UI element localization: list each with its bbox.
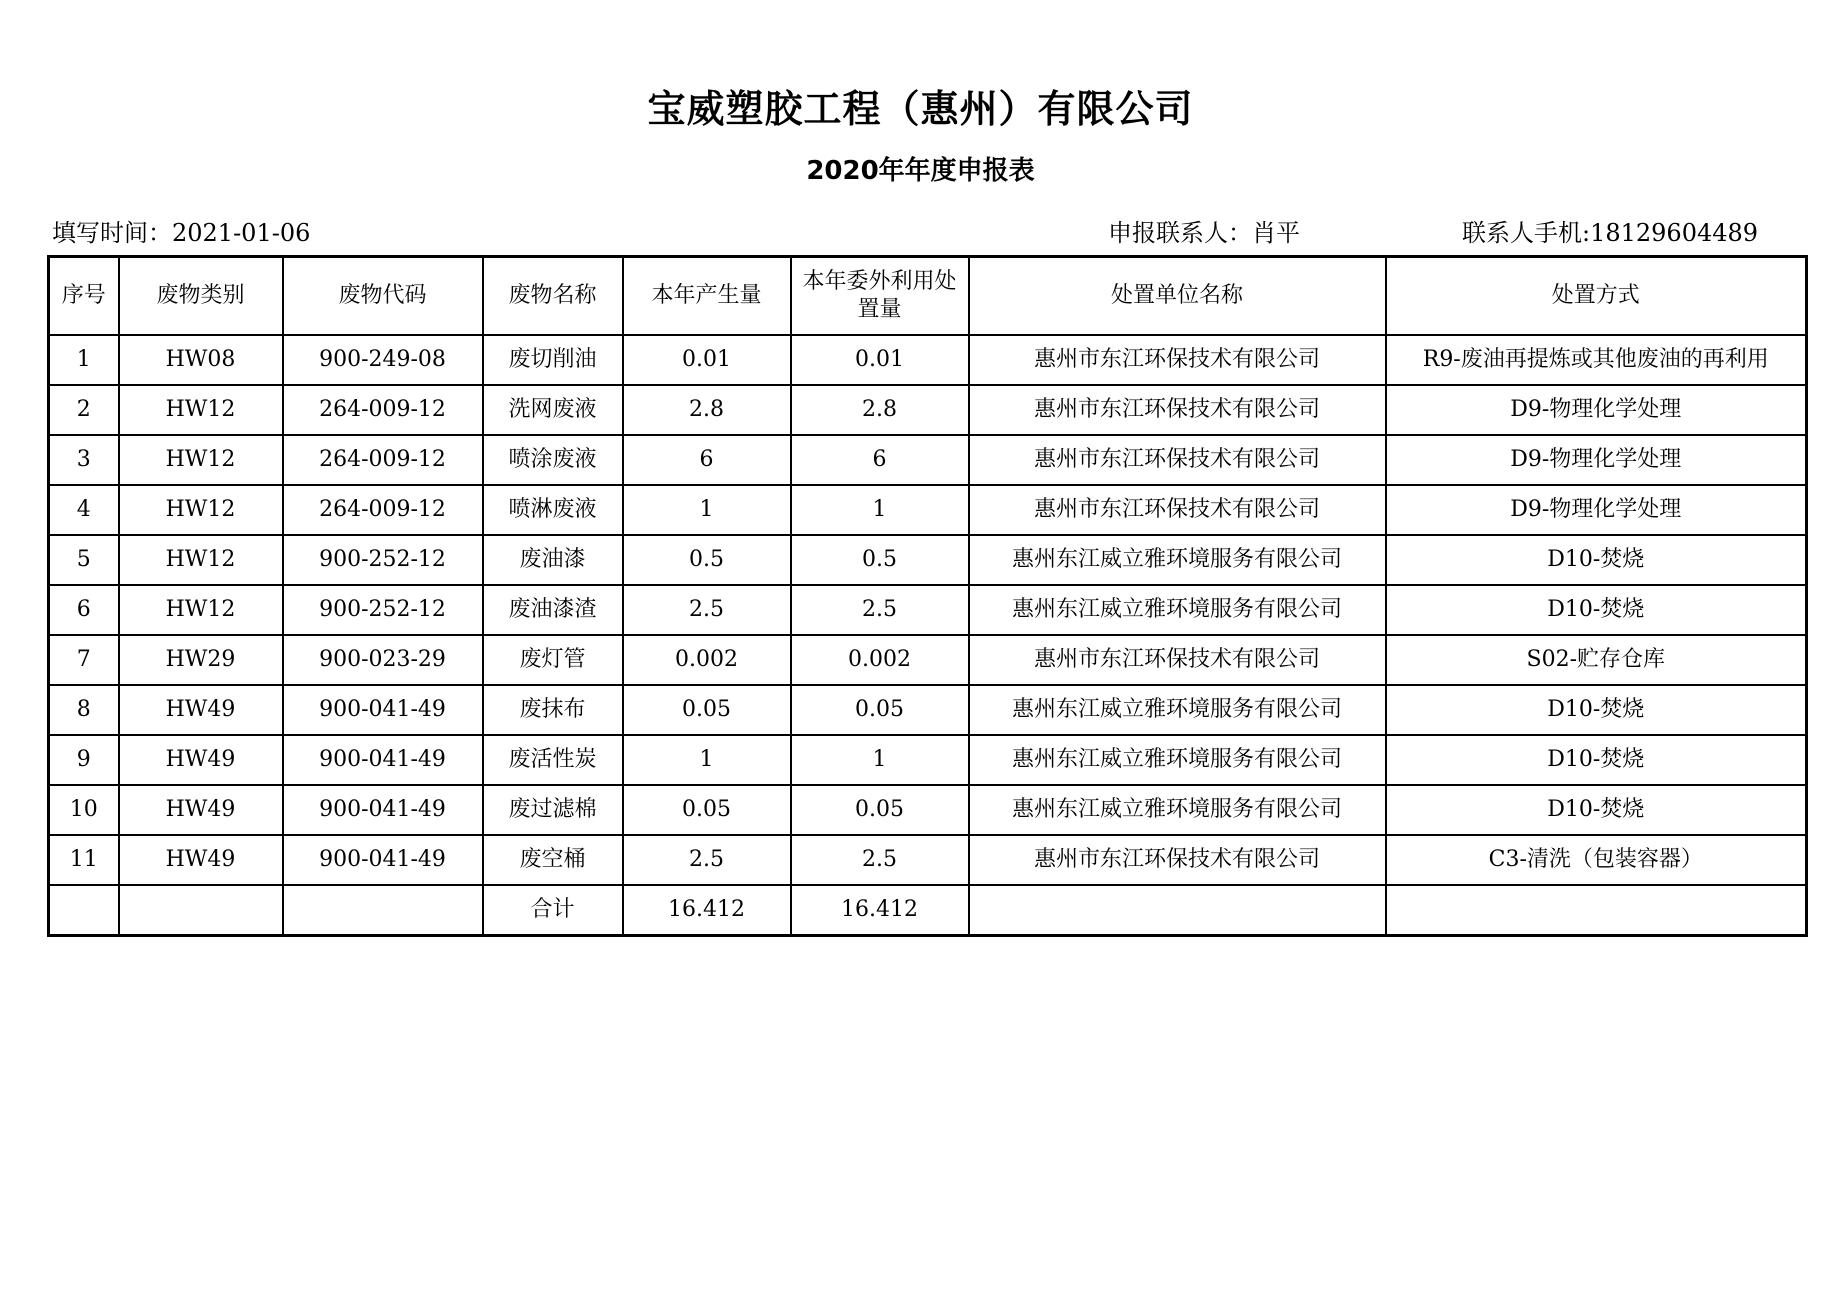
waste-report-table	[47, 255, 1808, 937]
table-row	[49, 485, 1807, 535]
code-cell: 264-009-12	[283, 435, 483, 485]
column-header-index: 序号	[49, 257, 119, 336]
code-cell: 900-252-12	[283, 535, 483, 585]
code-cell: 264-009-12	[283, 485, 483, 535]
code-cell: 900-041-49	[283, 835, 483, 885]
name-cell: 合计	[483, 885, 623, 936]
index-cell: 9	[49, 735, 119, 785]
table-row	[49, 835, 1807, 885]
table-row	[49, 685, 1807, 735]
disposed-cell: 0.01	[791, 335, 969, 385]
category-cell: HW49	[119, 685, 283, 735]
disposal-unit-cell: 惠州市东江环保技术有限公司	[969, 635, 1386, 685]
index-cell: 5	[49, 535, 119, 585]
index-cell: 7	[49, 635, 119, 685]
table-row	[49, 785, 1807, 835]
page-subtitle: 2020年年度申报表	[806, 156, 1035, 186]
table-body	[49, 335, 1807, 936]
category-cell: HW08	[119, 335, 283, 385]
produced-cell: 0.5	[623, 535, 791, 585]
category-cell: HW12	[119, 585, 283, 635]
code-cell: 900-252-12	[283, 585, 483, 635]
fill-time-field: 填写时间：2021-01-06	[52, 219, 311, 247]
name-cell: 废空桶	[483, 835, 623, 885]
produced-cell: 0.01	[623, 335, 791, 385]
code-cell: 264-009-12	[283, 385, 483, 435]
index-cell: 10	[49, 785, 119, 835]
index-cell: 6	[49, 585, 119, 635]
disposal-method-cell: D10-焚烧	[1386, 785, 1807, 835]
table-row	[49, 635, 1807, 685]
disposed-cell: 6	[791, 435, 969, 485]
category-cell: HW49	[119, 835, 283, 885]
produced-cell: 2.5	[623, 585, 791, 635]
disposal-method-cell: S02-贮存仓库	[1386, 635, 1807, 685]
disposal-method-cell	[1386, 885, 1807, 936]
code-cell: 900-041-49	[283, 685, 483, 735]
name-cell: 废抹布	[483, 685, 623, 735]
produced-cell: 0.05	[623, 785, 791, 835]
column-header-category: 废物类别	[119, 257, 283, 336]
disposed-cell: 0.05	[791, 785, 969, 835]
index-cell: 8	[49, 685, 119, 735]
column-header-disposal-method: 处置方式	[1386, 257, 1807, 336]
page-title: 宝威塑胶工程（惠州）有限公司	[647, 87, 1194, 131]
disposal-unit-cell	[969, 885, 1386, 936]
disposal-method-cell: R9-废油再提炼或其他废油的再利用	[1386, 335, 1807, 385]
table-row	[49, 735, 1807, 785]
disposed-cell: 0.5	[791, 535, 969, 585]
name-cell: 废过滤棉	[483, 785, 623, 835]
disposal-unit-cell: 惠州东江威立雅环境服务有限公司	[969, 685, 1386, 735]
index-cell	[49, 885, 119, 936]
contact-phone-field: 联系人手机:18129604489	[1462, 219, 1759, 247]
disposal-method-cell: D10-焚烧	[1386, 585, 1807, 635]
code-cell: 900-249-08	[283, 335, 483, 385]
disposal-unit-cell: 惠州东江威立雅环境服务有限公司	[969, 785, 1386, 835]
index-cell: 11	[49, 835, 119, 885]
code-cell: 900-041-49	[283, 735, 483, 785]
total-row	[49, 885, 1807, 936]
code-cell	[283, 885, 483, 936]
disposal-unit-cell: 惠州市东江环保技术有限公司	[969, 335, 1386, 385]
disposal-unit-cell: 惠州东江威立雅环境服务有限公司	[969, 535, 1386, 585]
column-header-code: 废物代码	[283, 257, 483, 336]
produced-cell: 6	[623, 435, 791, 485]
column-header-disposed: 本年委外利用处置量	[791, 257, 969, 336]
header-row	[49, 257, 1807, 336]
disposal-method-cell: C3-清洗（包装容器）	[1386, 835, 1807, 885]
produced-cell: 16.412	[623, 885, 791, 936]
table-row	[49, 535, 1807, 585]
produced-cell: 0.002	[623, 635, 791, 685]
name-cell: 废油漆渣	[483, 585, 623, 635]
category-cell: HW12	[119, 435, 283, 485]
produced-cell: 1	[623, 735, 791, 785]
disposed-cell: 2.5	[791, 835, 969, 885]
column-header-disposal-unit: 处置单位名称	[969, 257, 1386, 336]
code-cell: 900-023-29	[283, 635, 483, 685]
produced-cell: 2.8	[623, 385, 791, 435]
disposed-cell: 0.05	[791, 685, 969, 735]
disposed-cell: 16.412	[791, 885, 969, 936]
column-header-name: 废物名称	[483, 257, 623, 336]
table-row	[49, 435, 1807, 485]
name-cell: 喷涂废液	[483, 435, 623, 485]
disposal-method-cell: D9-物理化学处理	[1386, 435, 1807, 485]
disposal-unit-cell: 惠州市东江环保技术有限公司	[969, 385, 1386, 435]
disposal-method-cell: D10-焚烧	[1386, 685, 1807, 735]
index-cell: 4	[49, 485, 119, 535]
category-cell: HW49	[119, 785, 283, 835]
name-cell: 废活性炭	[483, 735, 623, 785]
index-cell: 2	[49, 385, 119, 435]
category-cell: HW12	[119, 385, 283, 435]
produced-cell: 2.5	[623, 835, 791, 885]
disposal-unit-cell: 惠州市东江环保技术有限公司	[969, 435, 1386, 485]
table-row	[49, 335, 1807, 385]
disposal-unit-cell: 惠州东江威立雅环境服务有限公司	[969, 735, 1386, 785]
disposal-unit-cell: 惠州东江威立雅环境服务有限公司	[969, 585, 1386, 635]
disposed-cell: 1	[791, 735, 969, 785]
category-cell: HW49	[119, 735, 283, 785]
code-cell: 900-041-49	[283, 785, 483, 835]
category-cell: HW12	[119, 535, 283, 585]
name-cell: 废灯管	[483, 635, 623, 685]
category-cell: HW29	[119, 635, 283, 685]
disposal-unit-cell: 惠州市东江环保技术有限公司	[969, 485, 1386, 535]
disposal-method-cell: D10-焚烧	[1386, 535, 1807, 585]
name-cell: 废油漆	[483, 535, 623, 585]
index-cell: 1	[49, 335, 119, 385]
disposed-cell: 2.8	[791, 385, 969, 435]
disposal-method-cell: D9-物理化学处理	[1386, 385, 1807, 435]
disposal-method-cell: D10-焚烧	[1386, 735, 1807, 785]
disposed-cell: 1	[791, 485, 969, 535]
disposed-cell: 0.002	[791, 635, 969, 685]
column-header-produced: 本年产生量	[623, 257, 791, 336]
index-cell: 3	[49, 435, 119, 485]
disposed-cell: 2.5	[791, 585, 969, 635]
disposal-unit-cell: 惠州市东江环保技术有限公司	[969, 835, 1386, 885]
category-cell	[119, 885, 283, 936]
name-cell: 洗网废液	[483, 385, 623, 435]
name-cell: 废切削油	[483, 335, 623, 385]
produced-cell: 1	[623, 485, 791, 535]
produced-cell: 0.05	[623, 685, 791, 735]
table-row	[49, 385, 1807, 435]
table-row	[49, 585, 1807, 635]
disposal-method-cell: D9-物理化学处理	[1386, 485, 1807, 535]
category-cell: HW12	[119, 485, 283, 535]
name-cell: 喷淋废液	[483, 485, 623, 535]
contact-person-field: 申报联系人：肖平	[1108, 219, 1300, 247]
